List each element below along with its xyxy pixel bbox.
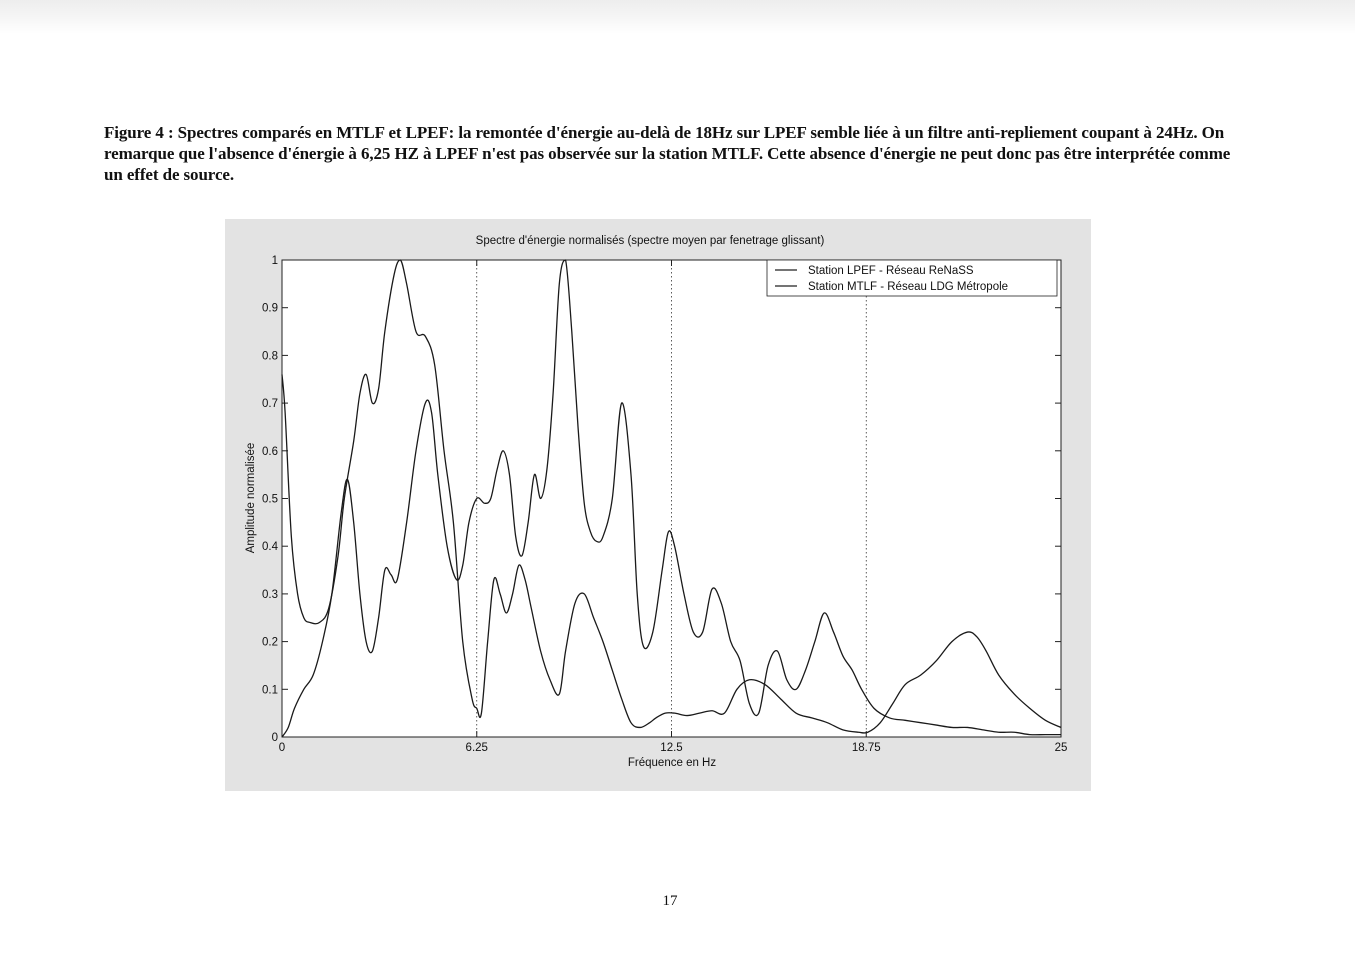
x-tick-label: 12.5 <box>660 742 683 754</box>
x-tick-label: 0 <box>278 742 286 754</box>
y-tick-label: 0.2 <box>262 636 278 649</box>
y-tick-label: 1 <box>271 255 278 267</box>
spectrum-chart <box>225 219 1091 791</box>
figure-caption: Figure 4 : Spectres comparés en MTLF et LPEF: la remontée d'énergie au-delà de 18Hz sur LPEF semble liée à un filtre anti-repliement coupant à 24Hz. On remarque que l'absence d'énergie à 6,25 HZ à LPEF n'est pas observée sur la station MTLF. Cette absence d'énergie ne peut donc pas être interprétée comme un effet de source. <box>104 123 1231 184</box>
page-number: 17 <box>662 893 678 909</box>
y-tick-label: 0.8 <box>262 350 278 363</box>
legend-label-lpef: Station LPEF - Réseau ReNaSS <box>808 265 974 277</box>
y-tick-label: 0.1 <box>262 684 278 697</box>
figure-panel <box>225 219 1091 791</box>
x-tick-label: 25 <box>1054 742 1068 754</box>
scan-shading <box>0 0 1355 34</box>
y-tick-label: 0.4 <box>262 541 278 554</box>
y-tick-label: 0.3 <box>262 588 278 601</box>
chart-title: Spectre d'énergie normalisés (spectre moyen par fenetrage glissant) <box>475 235 825 247</box>
x-axis-label: Fréquence en Hz <box>627 757 717 769</box>
legend <box>767 260 1057 296</box>
x-tick-label: 6.25 <box>465 742 488 754</box>
legend-label-mtlf: Station MTLF - Réseau LDG Métropole <box>808 281 1009 293</box>
y-tick-label: 0 <box>271 732 278 744</box>
y-tick-label: 0.7 <box>262 398 278 411</box>
y-axis-label: Amplitude normalisée <box>245 442 257 554</box>
x-tick-label: 18.75 <box>851 742 881 754</box>
y-tick-label: 0.5 <box>262 493 278 506</box>
y-tick-label: 0.6 <box>262 445 278 458</box>
y-tick-label: 0.9 <box>262 302 278 315</box>
